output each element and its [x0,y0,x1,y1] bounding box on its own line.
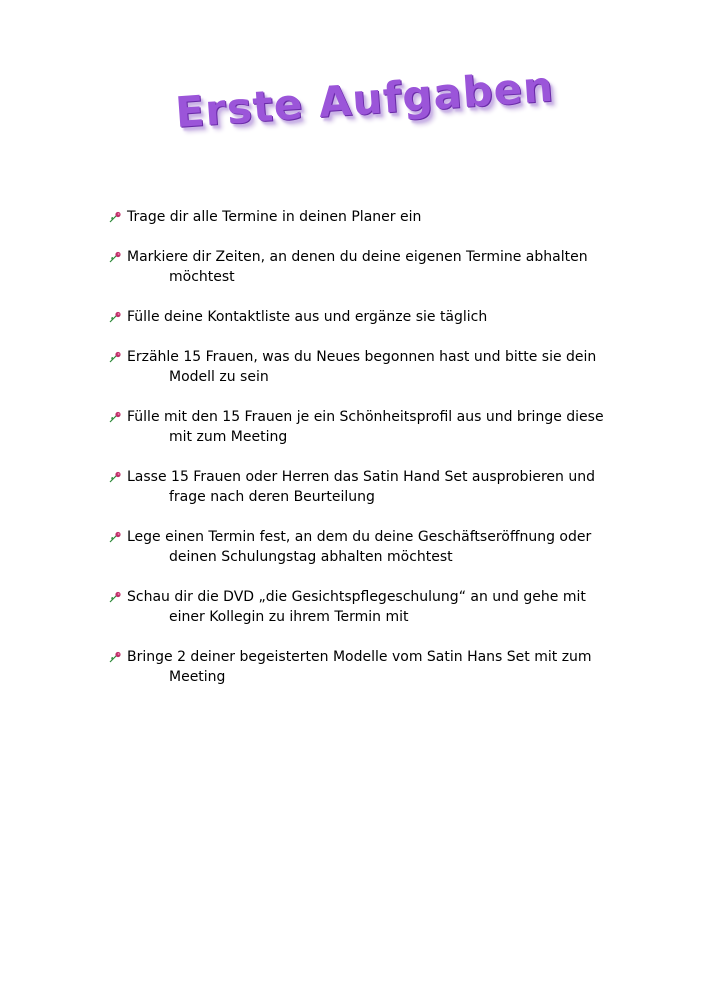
task-text-line2: einer Kollegin zu ihrem Termin mit [169,609,409,625]
task-list [108,207,604,707]
task-text-line2: möchtest [169,269,235,285]
task-text-line2: deinen Schulungstag abhalten möchtest [169,549,453,565]
task-item [108,247,598,287]
rose-bullet-icon [108,211,122,223]
task-item [108,587,598,627]
rose-bullet-icon [108,591,122,603]
task-text-line1: Fülle mit den 15 Frauen je ein Schönheitsprofil aus und bringe diese [127,409,604,425]
task-text-line2: Meeting [169,669,226,685]
task-text-line2: frage nach deren Beurteilung [169,489,375,505]
rose-bullet-icon [108,311,122,323]
task-text-line2: mit zum Meeting [169,429,288,445]
rose-bullet-icon [108,411,122,423]
task-text-line1: Lasse 15 Frauen oder Herren das Satin Hand Set ausprobieren und [127,469,595,485]
task-item [108,527,598,567]
rose-bullet-icon [108,531,122,543]
task-text-line1: Lege einen Termin fest, an dem du deine Geschäftseröffnung oder [127,529,592,545]
rose-bullet-icon [108,251,122,263]
rose-bullet-icon [108,351,122,363]
task-text-line1: Trage dir alle Termine in deinen Planer ein [127,209,422,225]
page-title: Erste Aufgaben [173,61,556,138]
task-item [108,307,598,327]
task-item [108,347,598,387]
task-text-line1: Fülle deine Kontaktliste aus und ergänze sie täglich [127,309,488,325]
rose-bullet-icon [108,651,122,663]
task-text-line1: Schau dir die DVD „die Gesichtspflegeschulung“ an und gehe mit [127,589,586,605]
task-item [108,467,598,507]
task-text-line2: Modell zu sein [169,369,269,385]
task-item [108,407,604,447]
rose-bullet-icon [108,471,122,483]
task-item [108,647,598,687]
task-text-line1: Bringe 2 deiner begeisterten Modelle vom Satin Hans Set mit zum [127,649,592,665]
task-text-line1: Markiere dir Zeiten, an denen du deine eigenen Termine abhalten [127,249,588,265]
task-item [108,207,598,227]
title-wordart [173,61,556,148]
task-text-line1: Erzähle 15 Frauen, was du Neues begonnen hast und bitte sie dein [127,349,597,365]
